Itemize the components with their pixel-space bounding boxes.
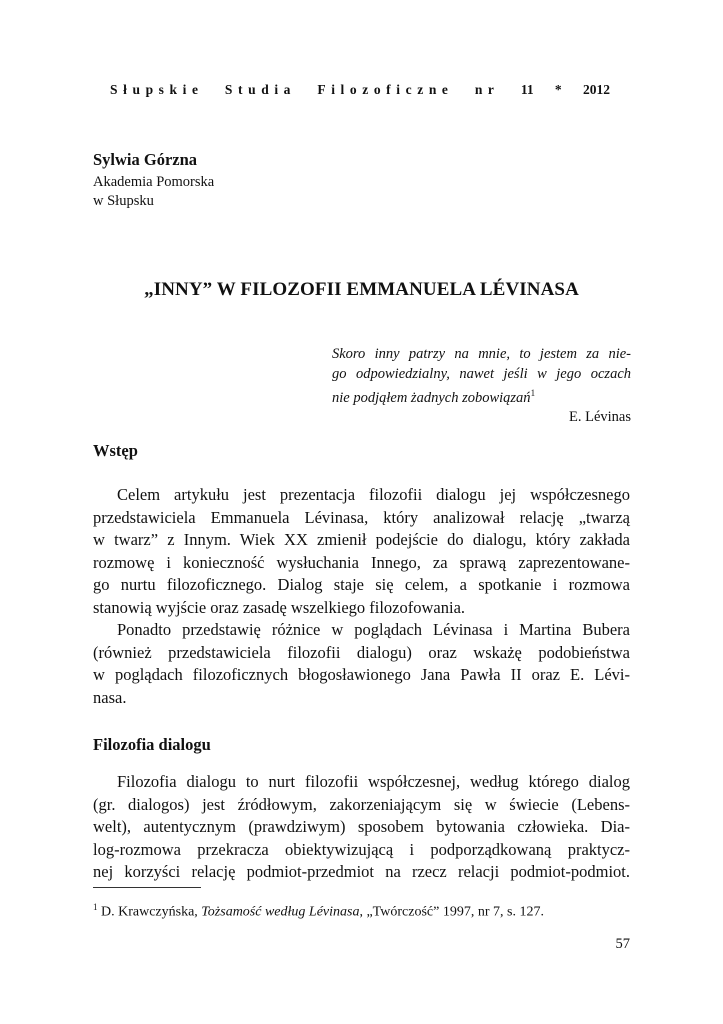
text-line: Ponadto przedstawię różnice w poglądach Lévinasa i Martina Bubera [117,620,630,639]
footnote-citation: , „Twórczość” 1997, nr 7, s. 127. [359,904,544,920]
epigraph-line: Skoro inny patrzy na mnie, to jestem za nie- [332,346,631,362]
header-word: Studia [224,82,297,97]
text-line: stanowią wyjście oraz zasadę wszelkiego filozofowania. [93,597,466,617]
author-affiliation-city: w Słupsku [93,193,154,209]
text-line: Filozofia dialogu to nurt filozofii współczesnej, według którego dialog [117,772,630,791]
text-line: nasa. [93,687,127,707]
text-line: go nurtu filozoficznego. Dialog staje się celem, a spotkanie i rozmowa [93,575,630,594]
text-line: w twarz” z Innym. Wiek XX zmienił podejście do dialogu, który zakłada [93,530,630,549]
running-header [110,82,610,98]
author-affiliation: Akademia Pomorska [93,174,215,190]
section-heading-dialogue-philosophy: Filozofia dialogu [93,735,211,754]
text-line: rozmowę i konieczność wysłuchania Innego, za sprawą zaprezentowane- [93,552,630,572]
author-name: Sylwia Górzna [93,150,198,169]
text-line: log-rozmowa przekracza obiektywizującą i podporządkowaną praktycz- [93,839,630,859]
epigraph-line: go odpowiedzialny, nawet jeśli w jego oczach [332,365,631,382]
paragraph [93,771,630,884]
header-word: Słupskie [110,82,204,97]
footnote-divider [93,887,201,888]
text-line: welt), autentycznym (prawdziwym) sposobem bytowania człowieka. Dia- [93,817,630,836]
header-issue-number: 11 [520,82,534,97]
footnote [93,902,544,921]
header-separator: * [554,82,562,97]
text-line: w poglądach filozoficznych błogosławionego Jana Pawła II oraz E. Lévi- [93,665,630,684]
footnote-author: D. Krawczyńska, [101,904,198,920]
section-heading-introduction: Wstęp [93,441,138,460]
epigraph-attribution: E. Lévinas [568,409,631,426]
text-line: (gr. dialogos) jest źródłowym, zakorzeniającym się w świecie (Lebens- [93,794,630,814]
page-number: 57 [615,936,630,952]
epigraph-line-text: nie podjąłem żadnych zobowiązań [332,389,531,406]
header-word: nr [474,82,500,97]
text-line: (również przedstawiciela filozofii dialogu) oraz wskażę podobieństwa [93,642,630,662]
epigraph [332,345,631,428]
header-year: 2012 [582,82,610,97]
article-title: „INNY” W FILOZOFII EMMANUELA LÉVINASA [144,279,579,300]
footnote-reference[interactable]: 1 [530,388,536,398]
header-word: Filozoficzne [317,82,454,97]
text-line: Celem artykułu jest prezentacja filozofii dialogu jej współczesnego [117,485,630,504]
text-line: przedstawiciela Emmanuela Lévinasa, który analizował relację „twarzą [93,507,630,527]
paragraph [93,484,630,709]
footnote-number: 1 [93,902,98,912]
text-line: nej korzyści relację podmiot-przedmiot na rzecz relacji podmiot-podmiot. [93,862,630,881]
footnote-work-title: Tożsamość według Lévinasa [201,904,360,920]
epigraph-line-last [332,384,631,408]
